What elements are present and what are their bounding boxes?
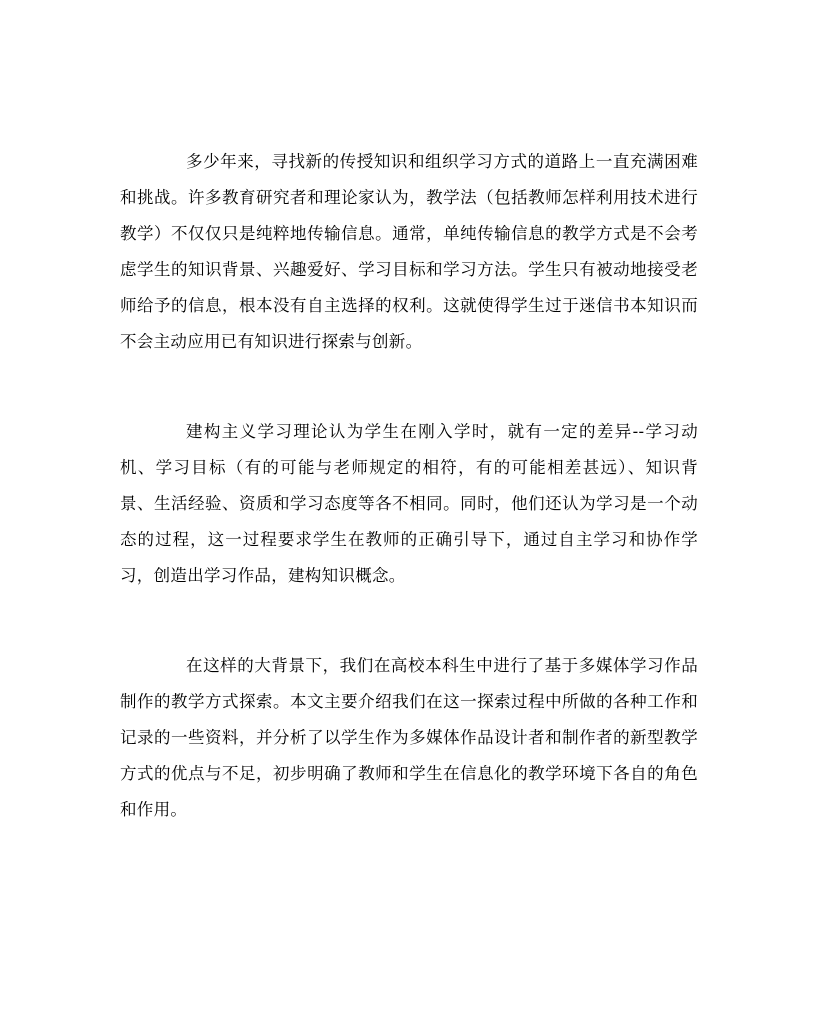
- paragraph-2: 建构主义学习理论认为学生在刚入学时，就有一定的差异--学习动机、学习目标（有的可能与老师规定的相符，有的可能相差甚远）、知识背景、生活经验、资质和学习态度等各不相同。同时，他们还认为学习是一个动态的过程，这一过程要求学生在教师的正确引导下，通过自主学习和协作学习，创造出学习作品，建构知识概念。: [120, 422, 698, 585]
- document-page: [120, 144, 698, 828]
- paragraph-3: 在这样的大背景下，我们在高校本科生中进行了基于多媒体学习作品制作的教学方式探索。本文主要介绍我们在这一探索过程中所做的各种工作和记录的一些资料，并分析了以学生作为多媒体作品设计者和制作者的新型教学方式的优点与不足，初步明确了教师和学生在信息化的教学环境下各自的角色和作用。: [120, 656, 698, 819]
- paragraph-1: 多少年来，寻找新的传授知识和组织学习方式的道路上一直充满困难和挑战。许多教育研究者和理论家认为，教学法（包括教师怎样利用技术进行教学）不仅仅只是纯粹地传输信息。通常，单纯传输信息的教学方式是不会考虑学生的知识背景、兴趣爱好、学习目标和学习方法。学生只有被动地接受老师给予的信息，根本没有自主选择的权利。这就使得学生过于迷信书本知识而不会主动应用已有知识进行探索与创新。: [120, 152, 698, 351]
